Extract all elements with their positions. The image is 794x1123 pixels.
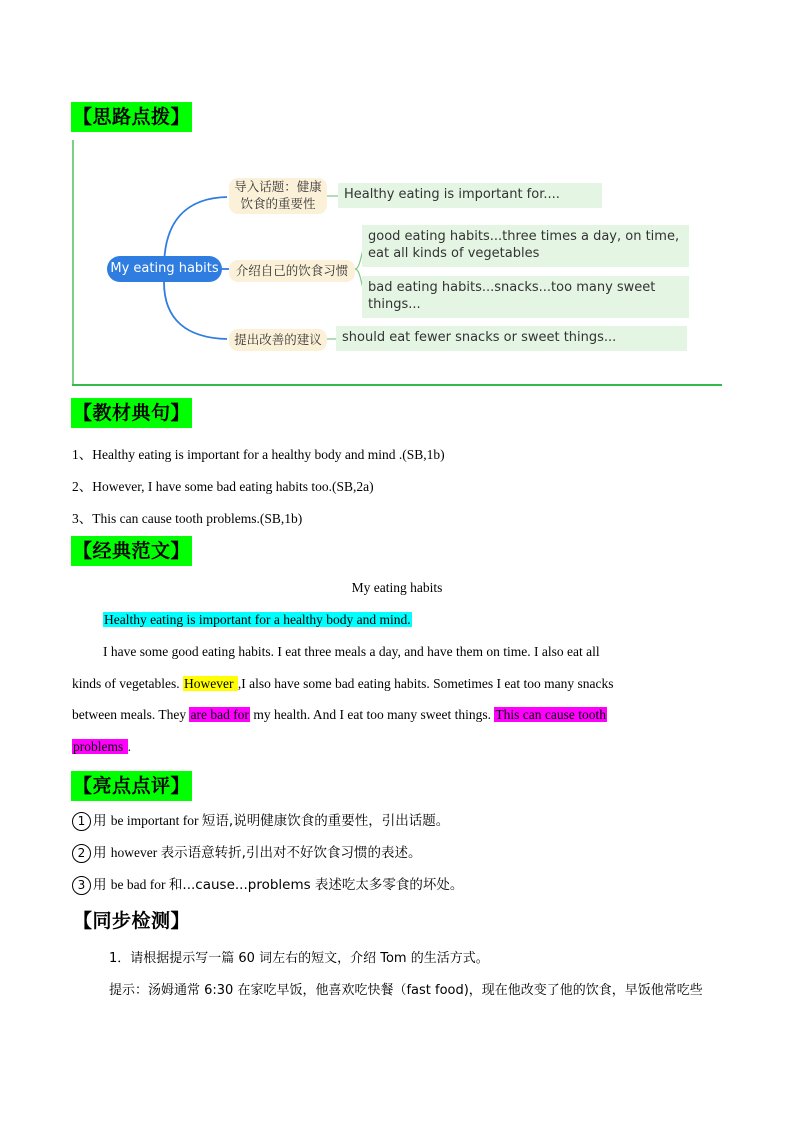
leaf-good-line2: eat all kinds of vegetables <box>368 246 540 261</box>
essay-line-4-b: my health. And I eat too many sweet things. <box>249 707 495 722</box>
essay-line-3-b: ,I also have some bad eating habits. Sometimes I eat too many snacks <box>237 676 614 691</box>
highlight-cyan: Healthy eating is important for a healthy body and mind. <box>104 612 411 627</box>
comment-3-post: 和...cause...problems 表述吃太多零食的坏处。 <box>168 877 464 893</box>
essay-line-2: I have some good eating habits. I eat three meals a day, and have them on time. I also eat all <box>103 644 600 659</box>
section-heading-liangdian: 【亮点点评】 <box>71 771 192 801</box>
essay-title: My eating habits <box>351 580 443 595</box>
leaf-bad-line1: bad eating habits...snacks...too many sweet <box>368 280 656 295</box>
branch-topic-line1: 导入话题：健康 <box>234 179 322 194</box>
section-heading-fanwen: 【经典范文】 <box>71 536 192 566</box>
mind-map-branch-suggestion: 提出改善的建议 <box>229 329 327 351</box>
circled-number-3: 3 <box>72 876 91 895</box>
exercise-question-1: 1．请根据提示写一篇 60 词左右的短文，介绍 Tom 的生活方式。 <box>109 951 489 966</box>
highlight-magenta-2: This can cause tooth <box>495 707 606 722</box>
comment-1-pre: 用 <box>93 813 111 829</box>
circled-number-2: 2 <box>72 844 91 863</box>
mind-map-branch-habits: 介绍自己的饮食习惯 <box>229 260 355 282</box>
comment-3-en: be bad for <box>110 877 169 892</box>
essay-line-3-a: kinds of vegetables. <box>72 676 183 691</box>
comment-2-pre: 用 <box>93 845 111 861</box>
comment-1 <box>72 811 449 831</box>
essay-line-5-b: . <box>127 739 131 754</box>
section-heading-jiaocai: 【教材典句】 <box>71 398 192 428</box>
essay-line-3 <box>72 674 614 694</box>
comment-2-en: however <box>110 845 161 860</box>
highlight-magenta-3: problems <box>73 739 127 754</box>
leaf-bad-line2: things... <box>368 297 421 312</box>
comment-1-en: be important for <box>110 813 202 828</box>
comment-3-pre: 用 <box>93 877 111 893</box>
circled-number-1: 1 <box>72 812 91 831</box>
comment-1-post: 短语,说明健康饮食的重要性，引出话题。 <box>201 813 450 829</box>
sentence-1: 1、Healthy eating is important for a healthy body and mind .(SB,1b) <box>72 447 445 462</box>
mind-map-leaf-good-habits <box>362 225 689 267</box>
leaf-good-line1: good eating habits...three times a day, on time, <box>368 229 680 244</box>
essay-paragraph-1 <box>103 610 412 630</box>
exercise-hint: 提示：汤姆通常 6:30 在家吃早饭，他喜欢吃快餐（fast food)，现在他改变了他的饮食，早饭他常吃些 <box>109 983 703 998</box>
mind-map-leaf-intro: Healthy eating is important for.... <box>338 183 602 208</box>
comment-2-post: 表示语意转折,引出对不好饮食习惯的表述。 <box>160 845 422 861</box>
mind-map-leaf-bad-habits <box>362 276 689 318</box>
sentence-3: 3、This can cause tooth problems.(SB,1b) <box>72 511 303 526</box>
section-heading-tongbu: 【同步检测】 <box>73 910 191 932</box>
mind-map-leaf-suggestion: should eat fewer snacks or sweet things... <box>336 326 687 351</box>
mind-map-root: My eating habits <box>107 256 222 282</box>
comment-3 <box>72 875 463 895</box>
sentence-2: 2、However, I have some bad eating habits too.(SB,2a) <box>72 479 374 494</box>
essay-line-5 <box>72 737 131 757</box>
section-heading-silu: 【思路点拨】 <box>71 102 192 132</box>
highlight-yellow: However <box>183 676 237 691</box>
essay-line-4-a: between meals. They <box>72 707 190 722</box>
highlight-magenta-1: are bad for <box>190 707 249 722</box>
essay-line-4 <box>72 705 607 725</box>
branch-topic-line2: 饮食的重要性 <box>240 196 316 211</box>
mind-map <box>72 140 722 386</box>
comment-2 <box>72 843 421 863</box>
mind-map-branch-topic <box>229 178 327 214</box>
